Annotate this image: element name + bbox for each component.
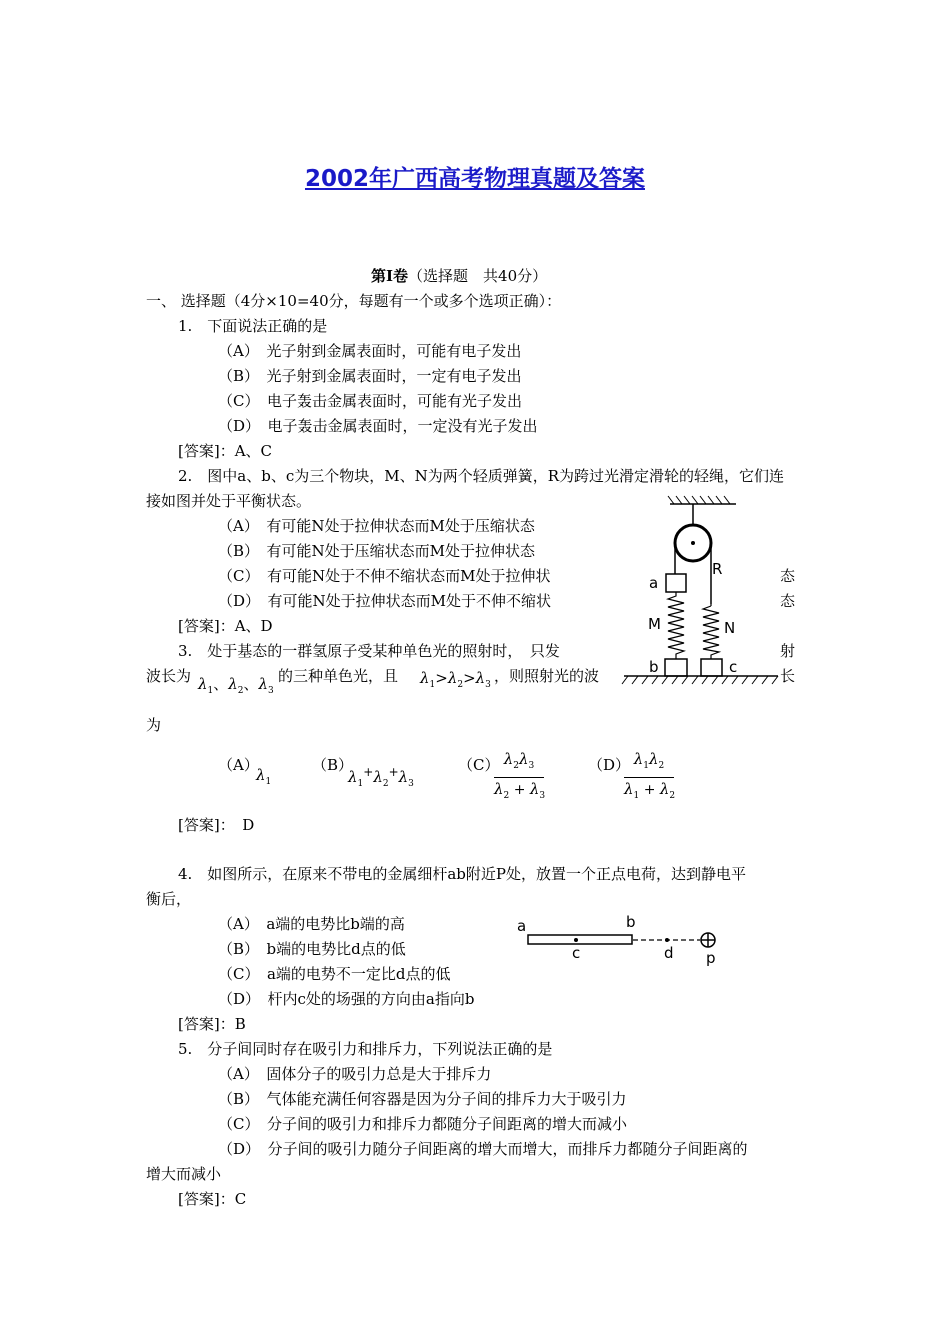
fig-label-c: c	[572, 944, 581, 962]
fig-label-R: R	[712, 560, 723, 578]
q1-option-c: （C） 电子轰击金属表面时，可能有光子发出	[218, 392, 522, 410]
q4-option-a: （A） a端的电势比b端的高	[218, 915, 405, 933]
q2-stem-line2: 接如图并处于平衡状态。	[146, 492, 312, 510]
q2-option-c-tail: 态	[780, 567, 796, 585]
q1-option-d: （D） 电子轰击金属表面时，一定没有光子发出	[218, 417, 538, 435]
q3-stem-line3: 为	[146, 716, 162, 734]
page-title[interactable]: 2002年广西高考物理真题及答案	[304, 166, 645, 192]
q3-option-d-numerator: $\lambda_1\lambda_2$	[633, 750, 665, 771]
q3-option-d-fraction-bar	[624, 777, 674, 778]
q4-rod-figure	[510, 910, 730, 966]
q3-stem-line2-mid: 的三种单色光，且	[278, 667, 399, 685]
q5-option-a: （A） 固体分子的吸引力总是大于排斥力	[218, 1065, 492, 1083]
fig-label-N: N	[724, 619, 736, 637]
q3-stem-line2-post: ，则照射光的波	[494, 667, 600, 685]
q4-stem-line2: 衡后，	[146, 890, 192, 908]
fig-label-M: M	[648, 615, 661, 633]
q3-option-a-label: （A）	[218, 756, 259, 774]
q3-option-b-expr: $\lambda_1^+\lambda_2^+\lambda_3$	[348, 765, 414, 789]
q2-option-d-tail: 态	[780, 592, 796, 610]
section-rest: （选择题 共40分）	[408, 267, 548, 285]
q5-option-d: （D） 分子间的吸引力随分子间距离的增大而增大，而排斥力都随分子间距离的	[218, 1140, 748, 1158]
q3-option-c-label: （C）	[458, 756, 500, 774]
q5-option-b: （B） 气体能充满任何容器是因为分子间的排斥力大于吸引力	[218, 1090, 627, 1108]
q1-answer: [答案]：A、C	[178, 442, 273, 460]
q2-answer: [答案]：A、D	[178, 617, 273, 635]
q3-stem-line2-tail: 长	[780, 667, 796, 685]
q1-option-b: （B） 光子射到金属表面时，一定有电子发出	[218, 367, 522, 385]
q3-lambda-list: $\lambda_1$、$\lambda_2$、$\lambda_3$	[198, 675, 274, 696]
q2-option-a: （A） 有可能N处于拉伸状态而M处于压缩状态	[218, 517, 535, 535]
q5-answer: [答案]：C	[178, 1190, 247, 1208]
q3-option-c-fraction-bar	[494, 777, 544, 778]
q1-option-a: （A） 光子射到金属表面时，可能有电子发出	[218, 342, 522, 360]
q2-stem-line1: 2. 图中a、b、c为三个物块，M、N为两个轻质弹簧，R为跨过光滑定滑轮的轻绳，它们连	[178, 467, 785, 485]
q3-option-d-fraction	[624, 750, 674, 805]
q5-stem: 5. 分子间同时存在吸引力和排斥力，下列说法正确的是	[178, 1040, 553, 1058]
fig-label-b: b	[649, 658, 659, 676]
q4-option-b: （B） b端的电势比d点的低	[218, 940, 406, 958]
q4-stem-line1: 4. 如图所示，在原来不带电的金属细杆ab附近P处，放置一个正点电荷，达到静电平	[178, 865, 746, 883]
q2-option-b: （B） 有可能N处于压缩状态而M处于拉伸状态	[218, 542, 536, 560]
section-bold: 第Ⅰ卷	[371, 267, 409, 285]
q3-lambda-order: $\lambda_1>\lambda_2>\lambda_3$	[420, 669, 491, 690]
q4-answer: [答案]：B	[178, 1015, 246, 1033]
q2-option-c: （C） 有可能N处于不伸不缩状态而M处于拉伸状	[218, 567, 551, 585]
fig-label-p: p	[706, 949, 716, 966]
q5-option-c: （C） 分子间的吸引力和排斥力都随分子间距离的增大而减小	[218, 1115, 627, 1133]
q3-option-b-label: （B）	[312, 756, 354, 774]
part-one-heading: 一、 选择题（4分×10=40分，每题有一个或多个选项正确）：	[146, 292, 562, 310]
fig-label-a: a	[517, 917, 527, 935]
q3-option-d-denominator: $\lambda_1 + \lambda_2$	[624, 780, 676, 801]
q5-option-d-cont: 增大而减小	[146, 1165, 222, 1183]
fig-label-a: a	[649, 574, 659, 592]
q4-option-c: （C） a端的电势不一定比d点的低	[218, 965, 451, 983]
q4-option-d: （D） 杆内c处的场强的方向由a指向b	[218, 990, 475, 1008]
q3-option-d-label: （D）	[588, 756, 631, 774]
q3-option-c-numerator: $\lambda_2\lambda_3$	[503, 750, 535, 771]
q3-option-c-denominator: $\lambda_2 + \lambda_3$	[494, 780, 546, 801]
section-heading	[371, 266, 547, 286]
q1-stem: 1. 下面说法正确的是	[178, 317, 328, 335]
q2-option-d: （D） 有可能N处于拉伸状态而M处于不伸不缩状	[218, 592, 552, 610]
q3-stem-line2-pre: 波长为	[146, 667, 192, 685]
q3-stem-line1-tail: 射	[780, 642, 796, 660]
fig-label-d: d	[664, 944, 674, 962]
fig-label-c: c	[729, 658, 738, 676]
q2-spring-figure	[618, 492, 780, 698]
fig-label-b: b	[626, 913, 636, 931]
q3-stem-line1: 3. 处于基态的一群氢原子受某种单色光的照射时， 只发	[178, 642, 560, 660]
q3-answer: [答案]： D	[178, 816, 255, 834]
q3-option-a-expr: $\lambda_1$	[256, 766, 272, 787]
q3-option-c-fraction	[494, 750, 544, 805]
